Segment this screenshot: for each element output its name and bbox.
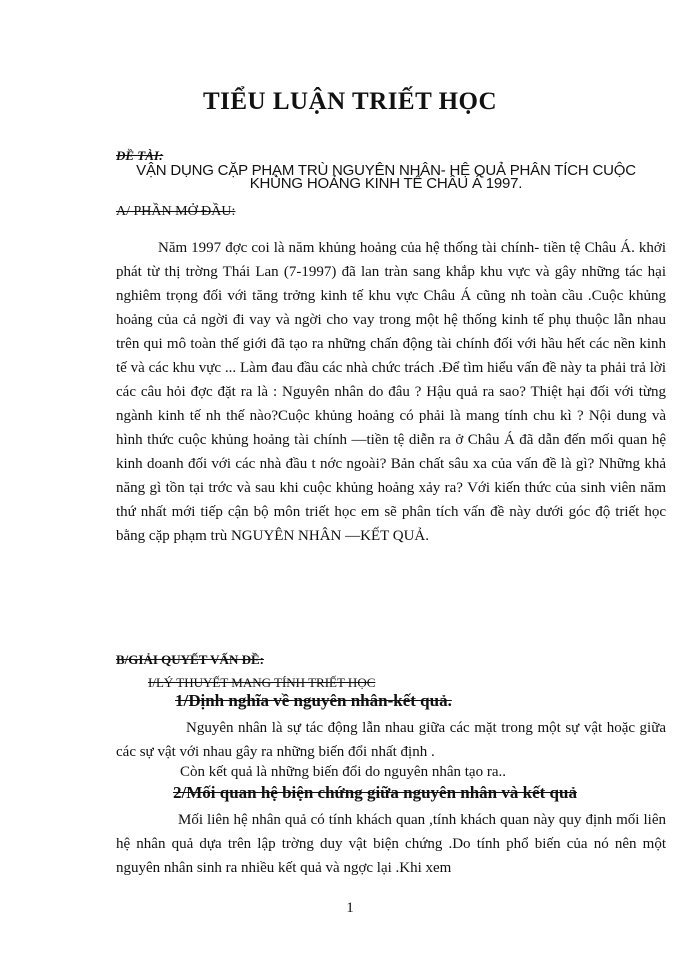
section-b-subheading: I/LÝ THUYẾT MANG TÍNH TRIẾT HỌC [148,675,376,690]
paragraph-effect-definition: Còn kết quả là những biến đổi do nguyên nhân tạo ra.. [180,764,506,780]
document-title: TIỂU LUẬN TRIẾT HỌC [202,88,498,115]
section-a-heading: A/ PHẦN MỞ ĐẦU: [116,204,236,219]
topic-text: VẬN DỤNG CẶP PHẠM TRÙ NGUYÊN NHÂN- HỆ QUẢ PHÂN TÍCH CUỘC KHỦNG HOẢNG KINH TẾ CHÂU Á 1997. [136,162,636,192]
page-number: 1 [346,900,354,916]
heading-definition: 1/Định nghĩa về nguyên nhân-kết quả. [175,691,452,710]
heading-dialectical-relation: 2/Mối quan hệ biện chứng giữa nguyên nhân và kết quả [173,783,577,802]
paragraph-cause-definition: Nguyên nhân là sự tác động lẫn nhau giữa các mặt trong một sự vật hoặc giữa các sự vật với nhau gây ra những biến đổi nhất định . [116,720,666,760]
intro-paragraph: Năm 1997 đợc coi là năm khủng hoảng của hệ thống tài chính- tiền tệ Châu Á. khởi phát từ thị trờng Thái Lan (7-1997) đã lan tràn sang khắp khu vực và gây những tác hại nghiêm trọng đối với tăng trởng kinh tế khu vực Châu Á cũng nh toàn cầu .Cuộc khủng hoảng của cả ngời đi vay và ngời cho vay trong một hệ thống kinh tế phụ thuộc lẫn nhau trên qui mô toàn thế giới đã tạo ra những chấn động tài chính đối với hầu hết các nền kinh tế và các khu vực ... Làm đau đầu các nhà chức trách .Để tìm hiểu vấn đề này ta phải trả lời các câu hỏi đợc đặt ra là : Nguyên nhân do đâu ? Hậu quả ra sao? Thiệt hại đối với từng ngành kinh tế nh thế nào?Cuộc khủng hoảng có phải là mang tính chu kì ? Nội dung và hình thức cuộc khủng hoảng tài chính —tiền tệ diễn ra ở Châu Á đã dẫn đến mối quan hệ kinh doanh đối với các nhà đầu t nớc ngoài? Bản chất sâu xa của vấn đề là gì? Những khả năng gì tồn tại trớc và sau khi cuộc khủng hoảng xảy ra? Với kiến thức của sinh viên năm thứ nhất mới tiếp cận bộ môn triết học em sẽ phân tích vấn đề này dưới góc độ triết học bằng cặp phạm trù NGUYÊN NHÂN —KẾT QUẢ. [116,240,666,544]
section-b-heading: B/GIẢI QUYẾT VẤN ĐỀ: [116,652,264,667]
topic-label: ĐỀ TÀI: [116,148,164,163]
paragraph-relation: Mối liên hệ nhân quả có tính khách quan ,tính khách quan này quy định mối liên hệ nhân quả dựa trên lập trờng duy vật biện chứng .Do tính phổ biến của nó nên một nguyên nhân sinh ra nhiều kết quả và ngợc lại .Khi xem [116,812,666,876]
